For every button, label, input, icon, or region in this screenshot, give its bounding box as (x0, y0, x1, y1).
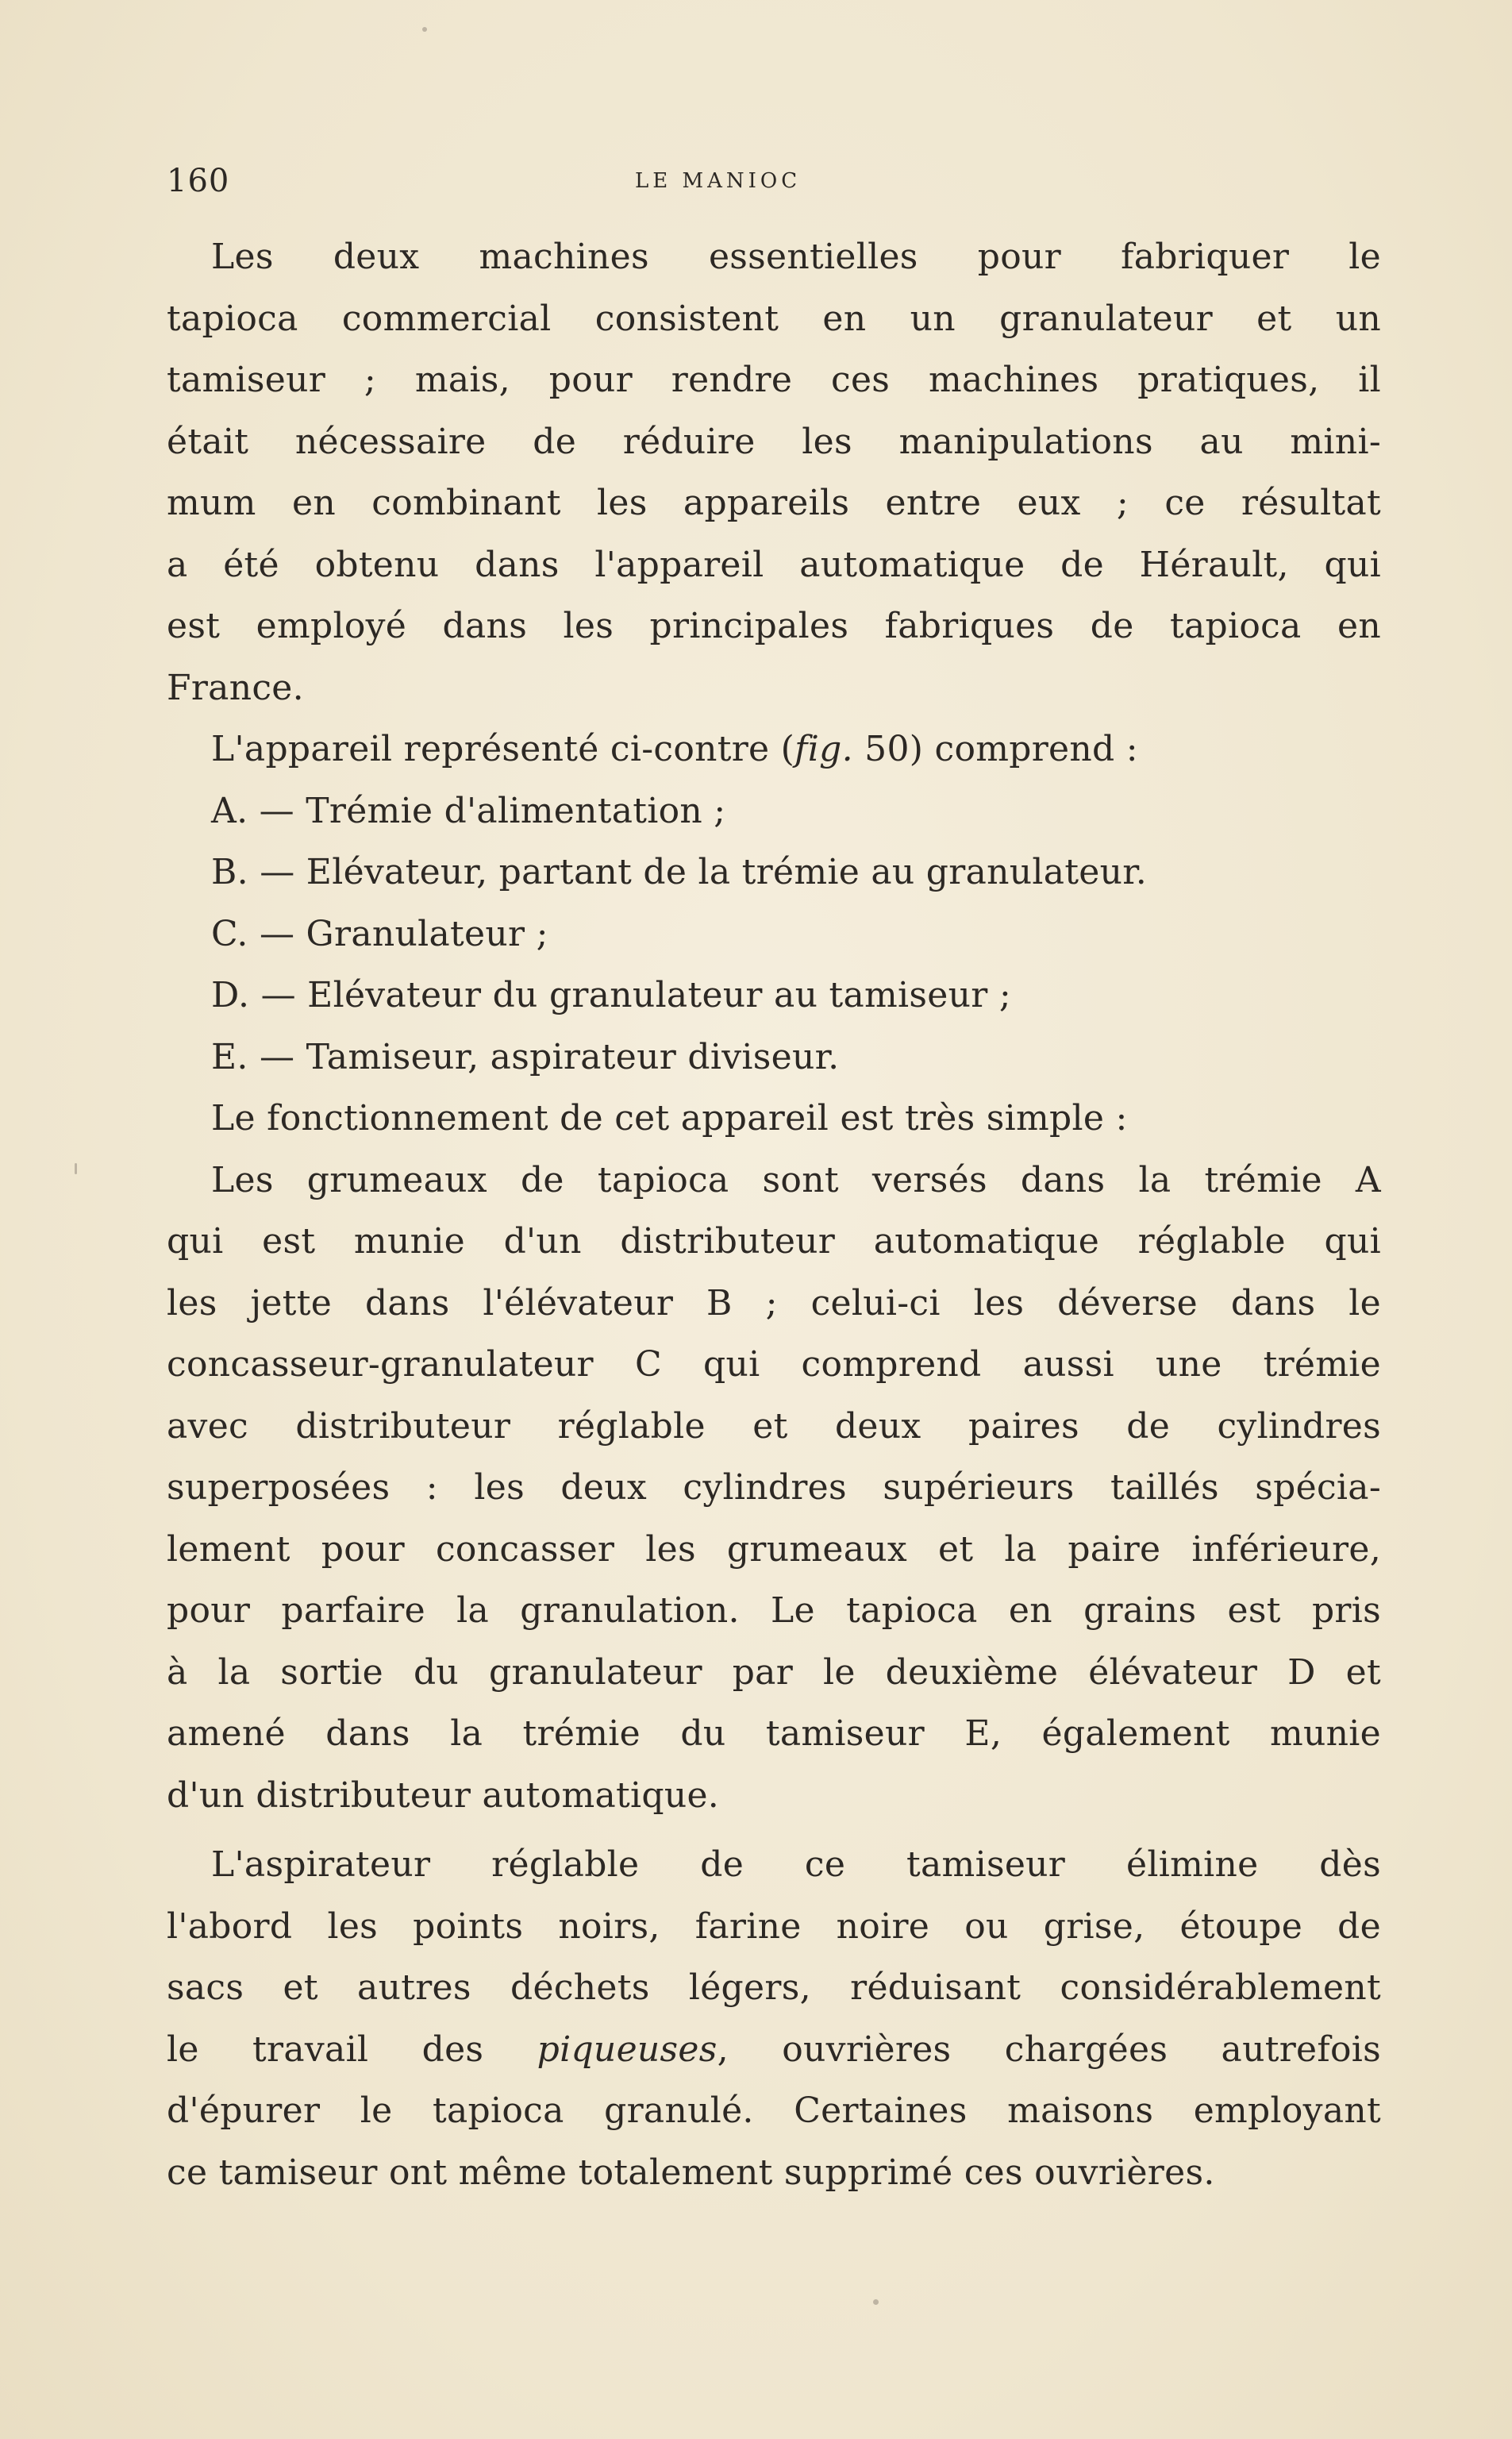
list-item-e: E. — Tamiseur, aspirateur diviseur. (211, 1036, 840, 1077)
intro-text: 50) comprend : (852, 729, 1138, 769)
running-head: LE MANIOC (635, 169, 802, 193)
text-line: a été obtenu dans l'appareil automatique de Hérault, qui (167, 544, 1381, 585)
text-line: Les deux machines essentielles pour fabriquer le (211, 237, 1381, 277)
ink-speck (75, 1163, 77, 1174)
ink-speck (422, 27, 427, 32)
text-line: est employé dans les principales fabriques de tapioca en (167, 606, 1381, 646)
text-line: l'abord les points noirs, farine noire ou grise, étoupe de (167, 1905, 1381, 1947)
page-header (167, 163, 1381, 210)
text-line: avec distributeur réglable et deux paires de cylindres (167, 1405, 1381, 1447)
fig-reference: fig. (794, 729, 853, 769)
paragraph-1 (167, 226, 1381, 719)
text-fragment: le travail des (167, 2029, 537, 2070)
text-line: France. (167, 667, 304, 708)
list-item-c: C. — Granulateur ; (211, 913, 548, 954)
ink-speck (873, 2299, 879, 2305)
paragraph-3 (167, 1834, 1381, 2203)
text-line: mum en combinant les appareils entre eux ; ce résultat (167, 483, 1381, 523)
text-line (167, 2019, 1381, 2081)
text-line: Les grumeaux de tapioca sont versés dans la trémie A (211, 1159, 1381, 1200)
text-line: concasseur-granulateur C qui comprend aussi une trémie (167, 1344, 1381, 1385)
text-line: ce tamiseur ont même totalement supprimé ces ouvrières. (167, 2152, 1215, 2193)
text-line: tamiseur ; mais, pour rendre ces machines pratiques, il (167, 360, 1381, 400)
figure-intro-line (167, 719, 1381, 780)
text-line: pour parfaire la granulation. Le tapioca en grains est pris (167, 1590, 1381, 1631)
text-line: à la sortie du granulateur par le deuxième élévateur D et (167, 1651, 1381, 1693)
text-line: sacs et autres déchets légers, réduisant considérablement (167, 1967, 1381, 2008)
list-item-d: D. — Elévateur du granulateur au tamiseur ; (211, 975, 1012, 1015)
text-line: amené dans la trémie du tamiseur E, également munie (167, 1713, 1381, 1754)
text-line: tapioca commercial consistent en un granulateur et un (167, 298, 1381, 339)
text-line: était nécessaire de réduire les manipulations au mini- (167, 421, 1381, 462)
list-item-b: B. — Elévateur, partant de la trémie au granulateur. (211, 852, 1148, 892)
text-line: lement pour concasser les grumeaux et la paire inférieure, (167, 1528, 1381, 1570)
text-line: qui est munie d'un distributeur automatique réglable qui (167, 1221, 1381, 1262)
text-line: d'un distributeur automatique. (167, 1774, 720, 1816)
text-line: les jette dans l'élévateur B ; celui-ci les déverse dans le (167, 1282, 1381, 1324)
text-line: superposées : les deux cylindres supérieurs taillés spécia- (167, 1467, 1381, 1508)
text-fragment: , ouvrières chargées autrefois (717, 2029, 1381, 2070)
text-line: d'épurer le tapioca granulé. Certaines maisons employant (167, 2090, 1381, 2131)
italic-term: piqueuses (537, 2029, 718, 2070)
intro-text: L'appareil représenté ci-contre ( (211, 729, 795, 769)
list-item-a: A. — Trémie d'alimentation ; (211, 790, 726, 831)
page-number: 160 (167, 163, 230, 199)
text-line: L'aspirateur réglable de ce tamiseur élimine dès (211, 1844, 1381, 1885)
paragraph-2 (167, 719, 1381, 1826)
text-line: Le fonctionnement de cet appareil est très simple : (211, 1098, 1128, 1139)
